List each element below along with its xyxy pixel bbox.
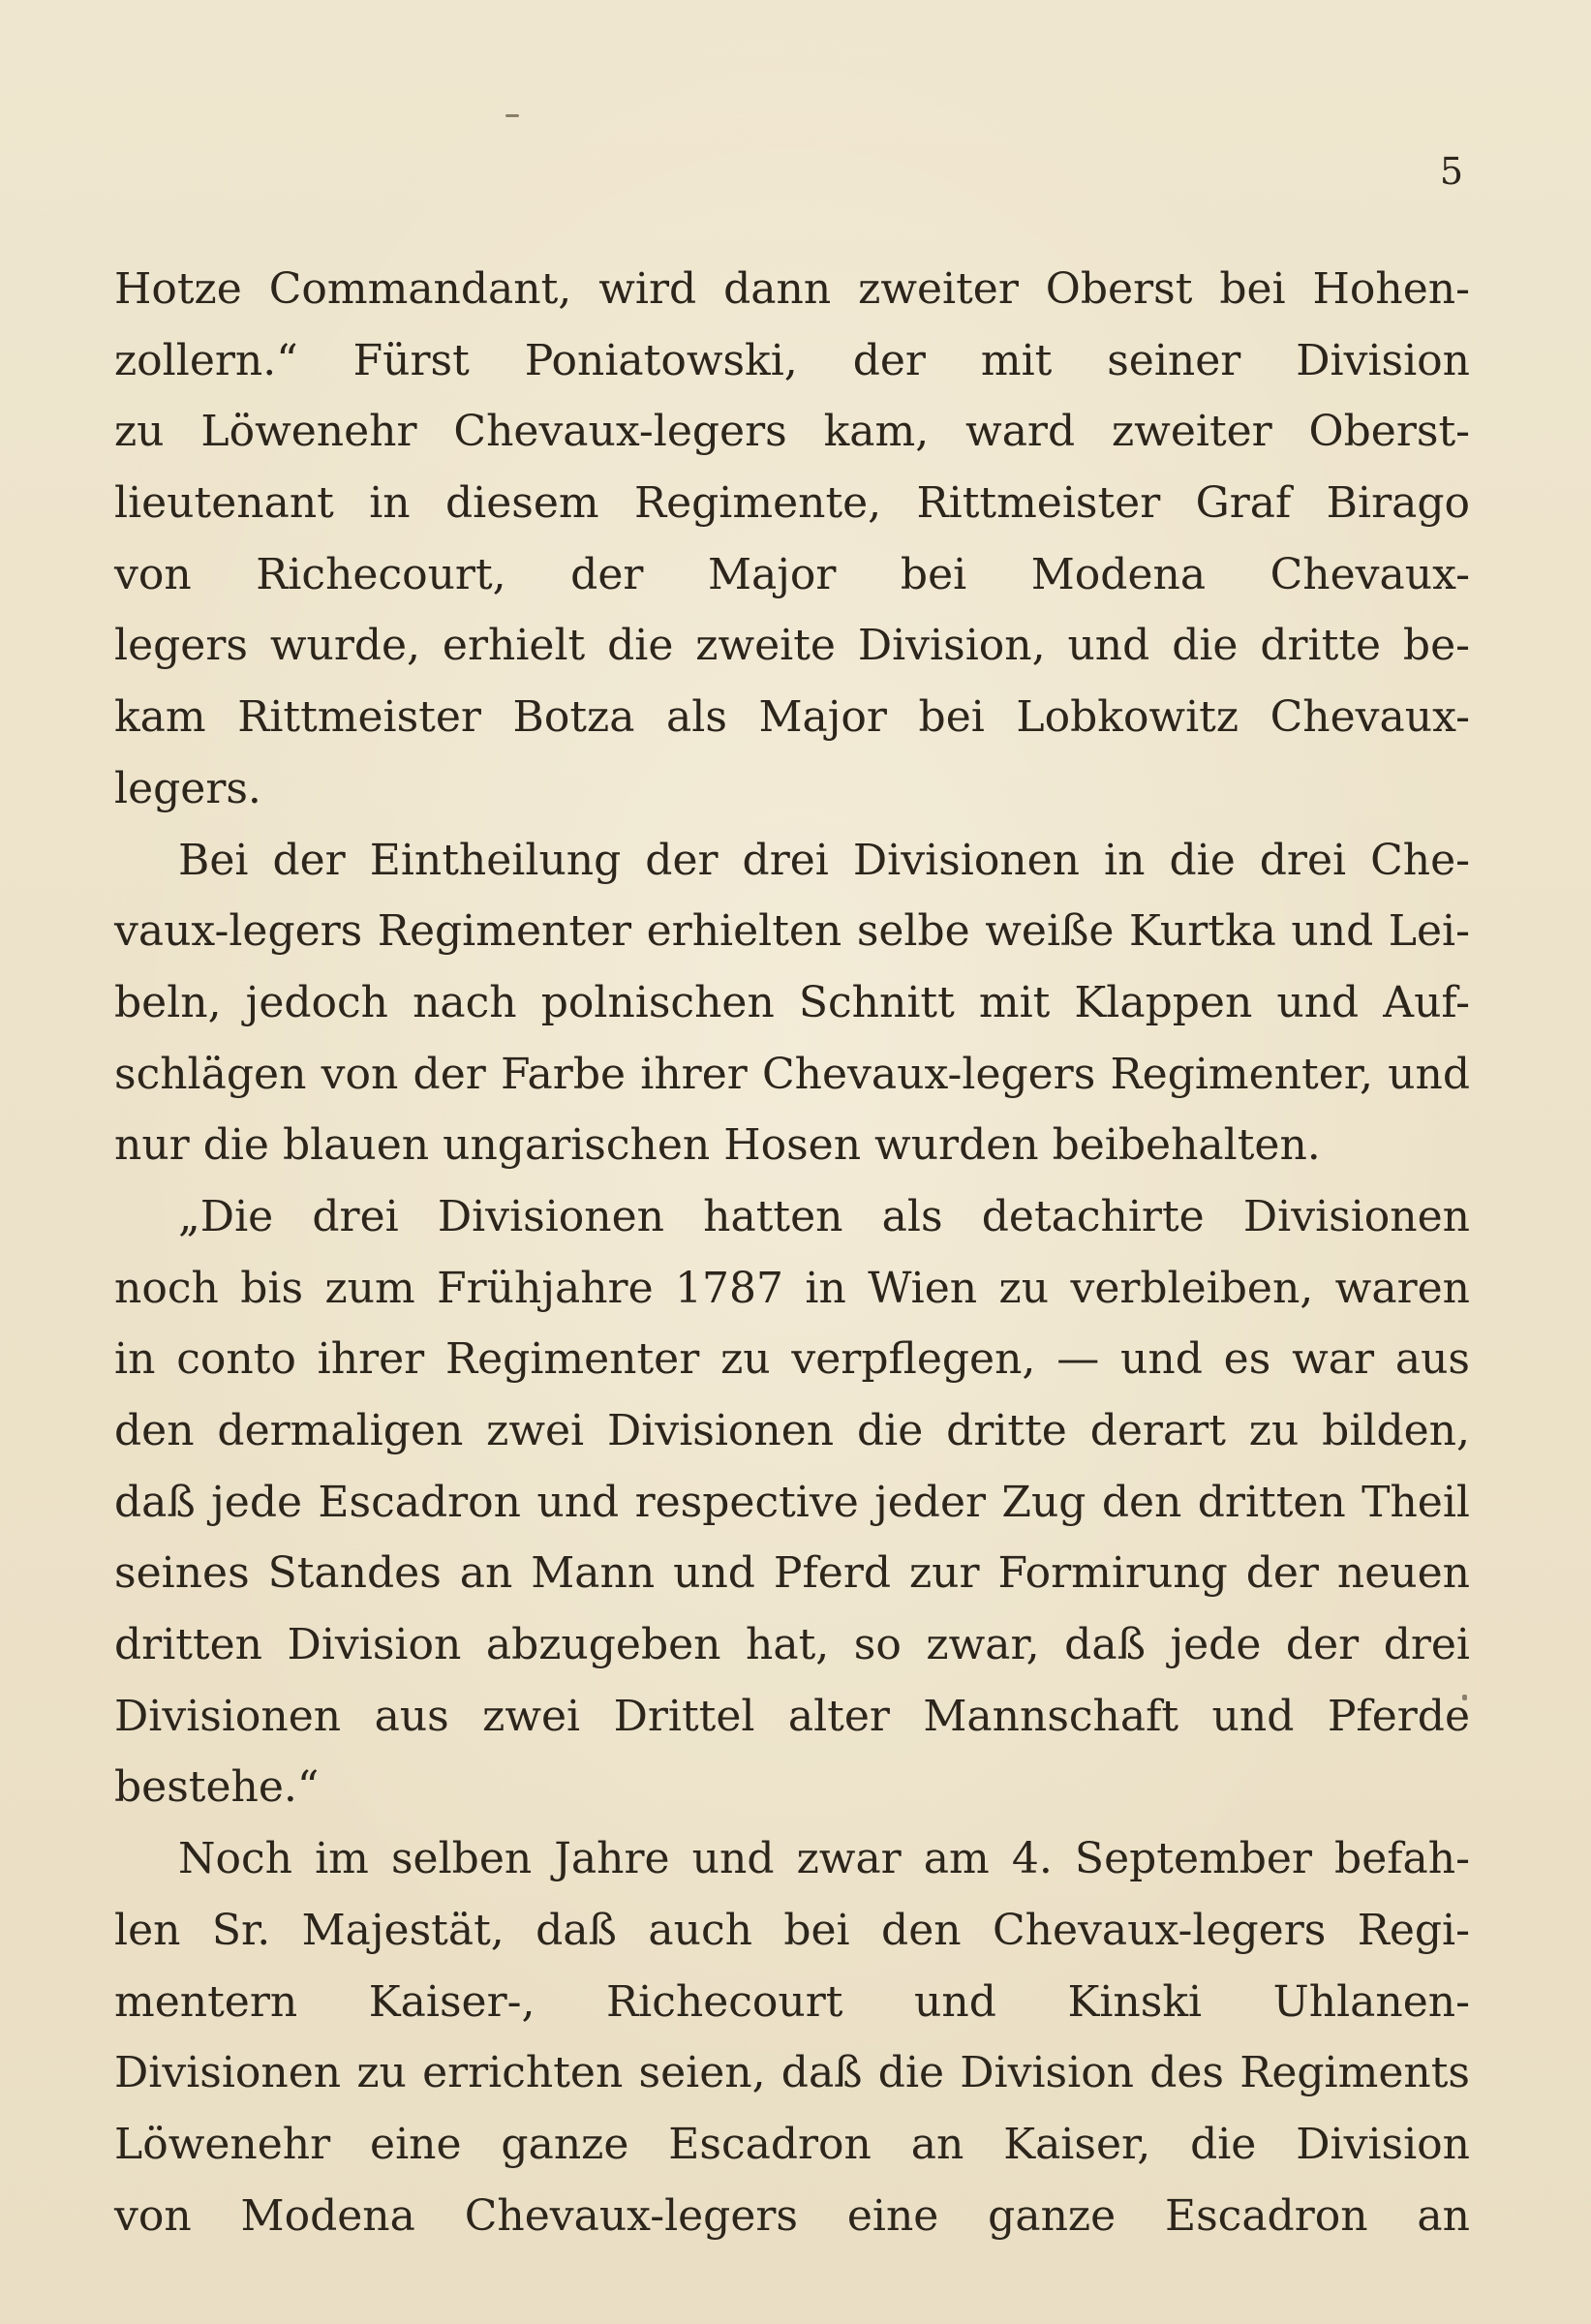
- text-line: mentern Kaiser-, Richecourt und Kinski Uhlanen-: [114, 1976, 1470, 2027]
- ink-speck: [505, 114, 519, 117]
- text-line: schlägen von der Farbe ihrer Chevaux-legers Regimenter, und: [114, 1049, 1470, 1099]
- text-line: daß jede Escadron und respective jeder Zug den dritten Theil: [114, 1477, 1470, 1527]
- text-line: von Modena Chevaux-legers eine ganze Escadron an: [114, 2190, 1470, 2241]
- text-line: kam Rittmeister Botza als Major bei Lobkowitz Chevaux-: [114, 692, 1470, 743]
- text-line: „Die drei Divisionen hatten als detachirte Divisionen: [178, 1191, 1470, 1241]
- text-line: legers.: [114, 763, 261, 813]
- text-line: Divisionen zu errichten seien, daß die Division des Regiments: [114, 2048, 1470, 2098]
- text-line: Löwenehr eine ganze Escadron an Kaiser, die Division: [114, 2119, 1470, 2169]
- text-line: den dermaligen zwei Divisionen die dritte derart zu bilden,: [114, 1406, 1470, 1455]
- text-line: legers wurde, erhielt die zweite Division, und die dritte be-: [114, 621, 1470, 671]
- body-text: [114, 254, 1470, 2251]
- text-line: len Sr. Majestät, daß auch bei den Chevaux-legers Regi-: [114, 1905, 1470, 1955]
- text-line: in conto ihrer Regimenter zu verpflegen, — und es war aus: [114, 1334, 1470, 1385]
- text-line: lieutenant in diesem Regimente, Rittmeister Graf Birago: [114, 478, 1470, 529]
- page-number: 5: [1439, 150, 1463, 193]
- text-line: beln, jedoch nach polnischen Schnitt mit Klappen und Auf-: [114, 977, 1470, 1027]
- text-line: noch bis zum Frühjahre 1787 in Wien zu verbleiben, waren: [114, 1263, 1470, 1313]
- text-line: Hotze Commandant, wird dann zweiter Oberst bei Hohen-: [114, 264, 1470, 314]
- text-line: dritten Division abzugeben hat, so zwar, daß jede der drei: [114, 1620, 1470, 1670]
- text-line: zollern.“ Fürst Poniatowski, der mit seiner Division: [114, 335, 1470, 385]
- text-line: seines Standes an Mann und Pferd zur Formirung der neuen: [114, 1548, 1470, 1599]
- text-line: nur die blauen ungarischen Hosen wurden beibehalten.: [114, 1120, 1321, 1171]
- text-line: vaux-legers Regimenter erhielten selbe weiße Kurtka und Lei-: [114, 906, 1470, 957]
- text-line: zu Löwenehr Chevaux-legers kam, ward zweiter Oberst-: [114, 407, 1470, 457]
- text-line: von Richecourt, der Major bei Modena Chevaux-: [114, 549, 1470, 599]
- text-line: Bei der Eintheilung der drei Divisionen in die drei Che-: [178, 835, 1470, 885]
- text-line: bestehe.“: [114, 1762, 320, 1813]
- text-line: Divisionen aus zwei Drittel alter Mannschaft und Pferde: [114, 1691, 1470, 1741]
- text-line: Noch im selben Jahre und zwar am 4. September befah-: [178, 1834, 1470, 1884]
